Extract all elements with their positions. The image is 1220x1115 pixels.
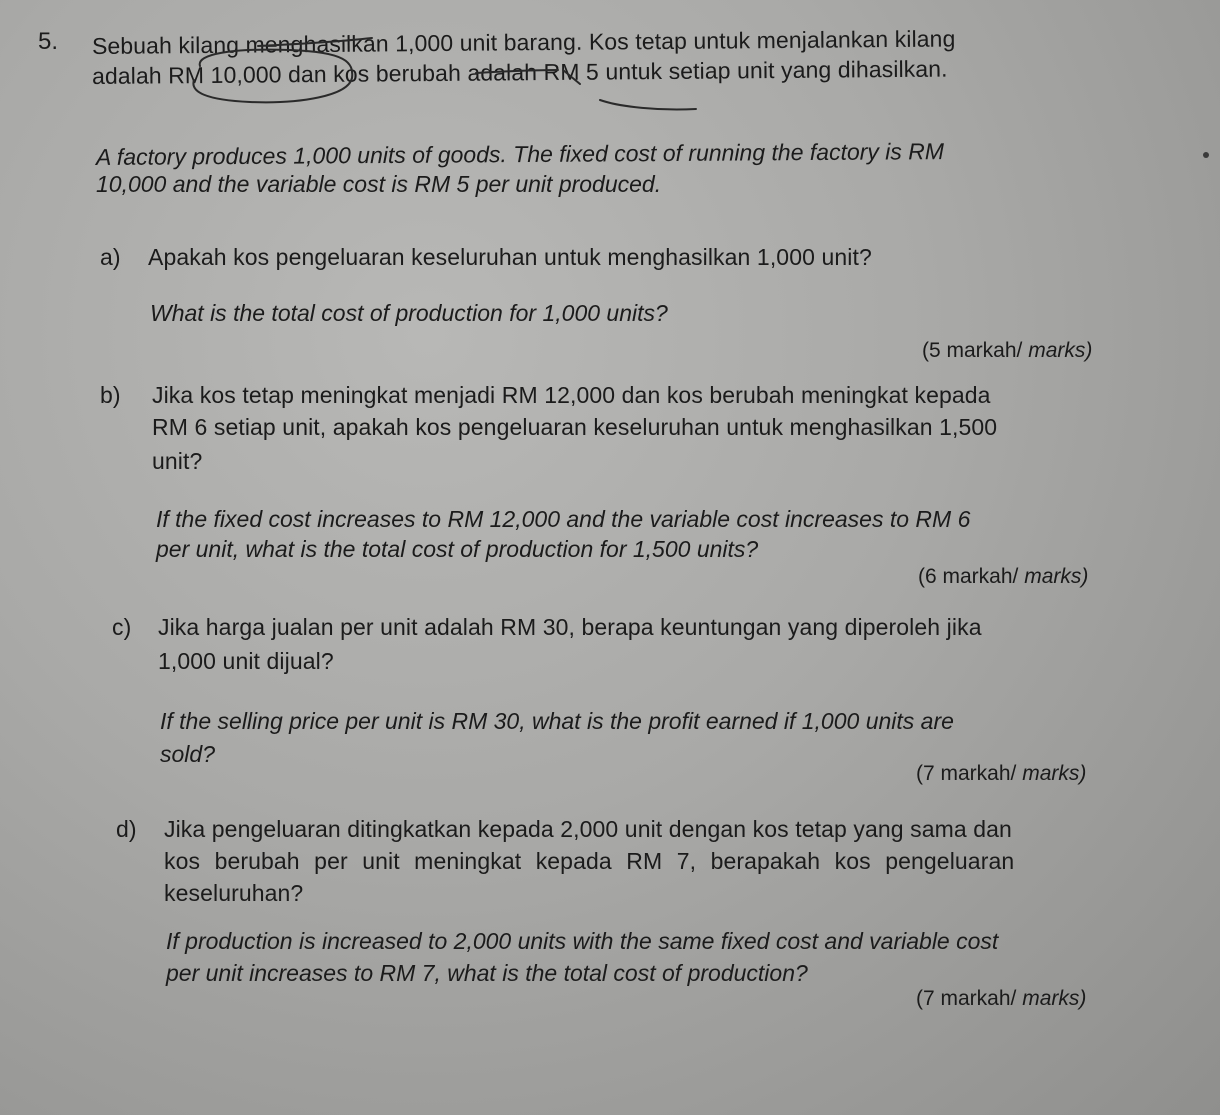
part-b-malay-line-3: unit?	[152, 448, 203, 474]
part-b-label: b)	[100, 382, 121, 408]
paper-speck	[1203, 152, 1209, 158]
part-c-malay-line-2: 1,000 unit dijual?	[158, 648, 334, 674]
part-d-english-line-1: If production is increased to 2,000 units with the same fixed cost and variable cost	[166, 928, 999, 954]
part-d-marks: (7 markah/ marks)	[916, 987, 1087, 1010]
intro-malay-line-2: adalah RM 10,000 dan kos berubah adalah RM 5 untuk setiap unit yang dihasilkan.	[91, 55, 948, 89]
part-d-label: d)	[116, 816, 137, 842]
intro-english-line-1: A factory produces 1,000 units of goods. The fixed cost of running the factory is RM	[95, 138, 945, 170]
part-d-malay-line-1: Jika pengeluaran ditingkatkan kepada 2,000 unit dengan kos tetap yang sama dan	[164, 816, 1012, 842]
part-a-label: a)	[100, 244, 121, 270]
part-b-english-line-1: If the fixed cost increases to RM 12,000 and the variable cost increases to RM 6	[156, 506, 971, 532]
part-a-english-line-1: What is the total cost of production for 1,000 units?	[150, 300, 668, 326]
question-number: 5.	[38, 28, 59, 55]
part-c-english-line-2: sold?	[160, 741, 215, 767]
part-b-marks: (6 markah/ marks)	[918, 565, 1089, 588]
part-a-malay-line-1: Apakah kos pengeluaran keseluruhan untuk menghasilkan 1,000 unit?	[148, 244, 872, 270]
part-b-malay-line-2: RM 6 setiap unit, apakah kos pengeluaran keseluruhan untuk menghasilkan 1,500	[152, 414, 998, 440]
part-c-english-line-1: If the selling price per unit is RM 30, what is the profit earned if 1,000 units are	[160, 708, 954, 734]
intro-english-line-2: 10,000 and the variable cost is RM 5 per unit produced.	[96, 171, 662, 197]
intro-malay-line-1: Sebuah kilang menghasilkan 1,000 unit barang. Kos tetap untuk menjalankan kilang	[91, 25, 956, 59]
part-d-malay-line-2: kos berubah per unit meningkat kepada RM 7, berapakah kos pengeluaran	[164, 848, 1015, 874]
part-c-label: c)	[112, 614, 132, 640]
part-b-english-line-2: per unit, what is the total cost of production for 1,500 units?	[156, 536, 759, 562]
part-c-marks: (7 markah/ marks)	[916, 762, 1087, 785]
part-b-malay-line-1: Jika kos tetap meningkat menjadi RM 12,000 dan kos berubah meningkat kepada	[152, 382, 991, 408]
part-d-malay-line-3: keseluruhan?	[164, 880, 304, 906]
underline-variable-cost-mark	[600, 100, 696, 110]
part-a-marks: (5 markah/ marks)	[922, 339, 1093, 362]
part-c-malay-line-1: Jika harga jualan per unit adalah RM 30, berapa keuntungan yang diperoleh jika	[158, 614, 982, 640]
part-d-english-line-2: per unit increases to RM 7, what is the total cost of production?	[166, 960, 808, 986]
